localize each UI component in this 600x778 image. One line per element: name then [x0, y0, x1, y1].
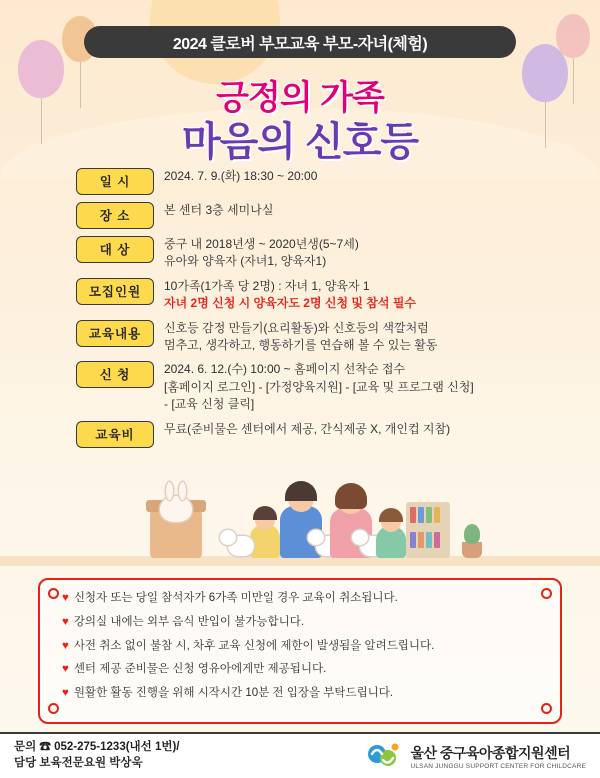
plant-icon [462, 542, 482, 558]
corner-dot-icon [541, 703, 552, 714]
info-row-label: 모집인원 [76, 278, 154, 305]
balloon-icon [556, 14, 590, 58]
notice-item [62, 592, 542, 606]
info-row-value-line: 자녀 2명 신청 시 양육자도 2명 신청 및 참석 필수 [164, 296, 417, 311]
info-row [76, 320, 528, 355]
father-head [288, 486, 314, 512]
info-row-value [154, 168, 528, 185]
family-illustration [0, 458, 600, 566]
info-row [76, 202, 528, 229]
info-row-value [154, 236, 528, 271]
info-row [76, 361, 528, 413]
ribbon-banner [84, 26, 516, 58]
father-hair [285, 481, 317, 501]
info-row-label: 일 시 [76, 168, 154, 195]
corner-dot-icon [48, 703, 59, 714]
child-figure [250, 510, 280, 558]
info-row-value [154, 278, 528, 313]
notice-item [62, 663, 542, 677]
info-row-value-line: 신호등 감정 만들기(요리활동)와 신호등의 색깔처럼 [164, 320, 429, 335]
info-row [76, 236, 528, 271]
heart-icon: ♥ [62, 615, 69, 628]
info-row-label: 교육비 [76, 421, 154, 448]
contact-line-1: 문의 ☎ 052-275-1233(내선 1번)/ [14, 741, 180, 754]
info-row-value-line: 멈추고, 생각하고, 행동하기를 연습해 볼 수 있는 활동 [164, 337, 438, 352]
info-row-value-line: 2024. 6. 12.(수) 10:00 ~ 홈페이지 선착순 접수 [164, 362, 406, 377]
info-row-value [154, 202, 528, 219]
info-row [76, 168, 528, 195]
corner-dot-icon [541, 588, 552, 599]
notice-item [62, 616, 542, 630]
heart-icon: ♥ [62, 687, 69, 700]
info-table [76, 168, 528, 455]
info-row-label: 장 소 [76, 202, 154, 229]
info-row-value-line: 10가족(1가족 당 2명) : 자녀 1, 양육자 1 [164, 278, 370, 293]
mother-head [338, 488, 364, 514]
organization-name-en: ULSAN JUNGGU SUPPORT CENTER FOR CHILDCARE [410, 762, 586, 770]
child-hair [379, 508, 403, 522]
logo-mark-icon [366, 741, 402, 771]
organization-name [410, 743, 586, 770]
info-row-value-line: 유아와 양육자 (자녀1, 양육자1) [164, 254, 327, 269]
notice-text: 사전 취소 없이 불참 시, 차후 교육 신청에 제한이 발생됨을 알려드립니다. [73, 639, 435, 652]
corner-dot-icon [48, 588, 59, 599]
notice-item [62, 687, 542, 701]
organization-name-kr: 울산 중구육아종합지원센터 [410, 744, 571, 761]
child-head [255, 510, 275, 530]
bookshelf-icon [406, 502, 450, 558]
info-row-label: 신 청 [76, 361, 154, 388]
info-row [76, 421, 528, 448]
notice-text: 센터 제공 준비물은 신청 영유아에게만 제공됩니다. [73, 663, 327, 676]
heart-icon: ♥ [62, 663, 69, 676]
child-head [381, 512, 401, 532]
notice-text: 강의실 내에는 외부 음식 반입이 불가능합니다. [73, 615, 305, 628]
poster-footer [0, 732, 600, 778]
notice-text: 원활한 활동 진행을 위해 시작시간 10분 전 입장을 부탁드립니다. [73, 687, 394, 700]
info-row-value-line: - [교육 신청 클릭] [164, 397, 255, 412]
child-figure [376, 512, 406, 558]
info-row-label: 대 상 [76, 236, 154, 263]
notice-list [62, 592, 542, 701]
notice-text: 신청자 또는 당일 참석자가 6가족 미만일 경우 교육이 취소됩니다. [73, 592, 398, 604]
notice-box [38, 578, 562, 724]
info-row-label: 교육내용 [76, 320, 154, 347]
child-hair [253, 506, 277, 520]
dog-icon [228, 536, 254, 556]
rabbit-icon [160, 496, 192, 522]
heart-icon: ♥ [62, 639, 69, 652]
notice-item [62, 640, 542, 654]
info-row-value [154, 421, 528, 438]
info-row-value-line: 중구 내 2018년생 ~ 2020년생(5~7세) [164, 237, 359, 251]
info-row-value [154, 320, 528, 355]
contact-info [14, 740, 180, 771]
poster-title-line2: 마음의 신호등 [182, 120, 418, 164]
mother-hair [335, 483, 367, 509]
ribbon-title: 2024 클로버 부모교육 부모-자녀(체험) [172, 35, 428, 53]
poster-title-line1: 긍정의 가족 [216, 79, 384, 117]
info-row [76, 278, 528, 313]
heart-icon: ♥ [62, 592, 69, 604]
info-row-value-line: 2024. 7. 9.(화) 18:30 ~ 20:00 [164, 169, 318, 183]
organization-logo [366, 741, 586, 771]
info-row-value-line: [홈페이지 로그인] - [가정양육지원] - [교육 및 프로그램 신청] [164, 379, 474, 394]
contact-line-2: 담당 보육전문요원 박상욱 [14, 757, 143, 769]
info-row-value [154, 361, 528, 413]
info-row-value-line: 본 센터 3층 세미나실 [164, 203, 274, 217]
info-row-value-line: 무료(준비물은 센터에서 제공, 간식제공 X, 개인컵 지참) [164, 421, 451, 436]
